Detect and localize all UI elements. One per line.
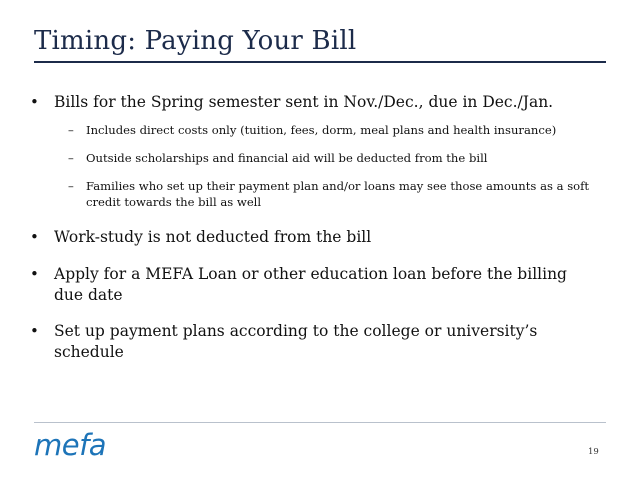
bullet-marker: • xyxy=(30,228,39,246)
sub-bullet-marker: – xyxy=(68,123,74,137)
sub-bullet-text: Includes direct costs only (tuition, fees, dorm, meal plans and health insurance) xyxy=(86,123,557,137)
sub-bullet-marker: – xyxy=(68,151,74,165)
page-number: 19 xyxy=(588,447,599,457)
slide-title: Timing: Paying Your Bill xyxy=(34,26,357,56)
mefa-logo: mefa xyxy=(34,428,107,462)
footer-divider xyxy=(34,422,606,423)
sub-bullet-marker: – xyxy=(68,179,74,193)
bullet-text: Set up payment plans according to the college or university’s schedule xyxy=(54,322,538,361)
sub-bullet-text: Families who set up their payment plan and/or loans may see those amounts as a soft credit towards the bill as well xyxy=(86,179,590,209)
bullet-text: Work-study is not deducted from the bill xyxy=(54,228,372,246)
bullet-marker: • xyxy=(30,265,39,283)
bullet-text: Bills for the Spring semester sent in Nov./Dec., due in Dec./Jan. xyxy=(54,93,554,111)
bullet-marker: • xyxy=(30,322,39,340)
bullet-text: Apply for a MEFA Loan or other education loan before the billing due date xyxy=(54,265,567,304)
title-underline xyxy=(34,61,606,63)
sub-bullet-text: Outside scholarships and financial aid will be deducted from the bill xyxy=(86,151,488,165)
bullet-marker: • xyxy=(30,93,39,111)
